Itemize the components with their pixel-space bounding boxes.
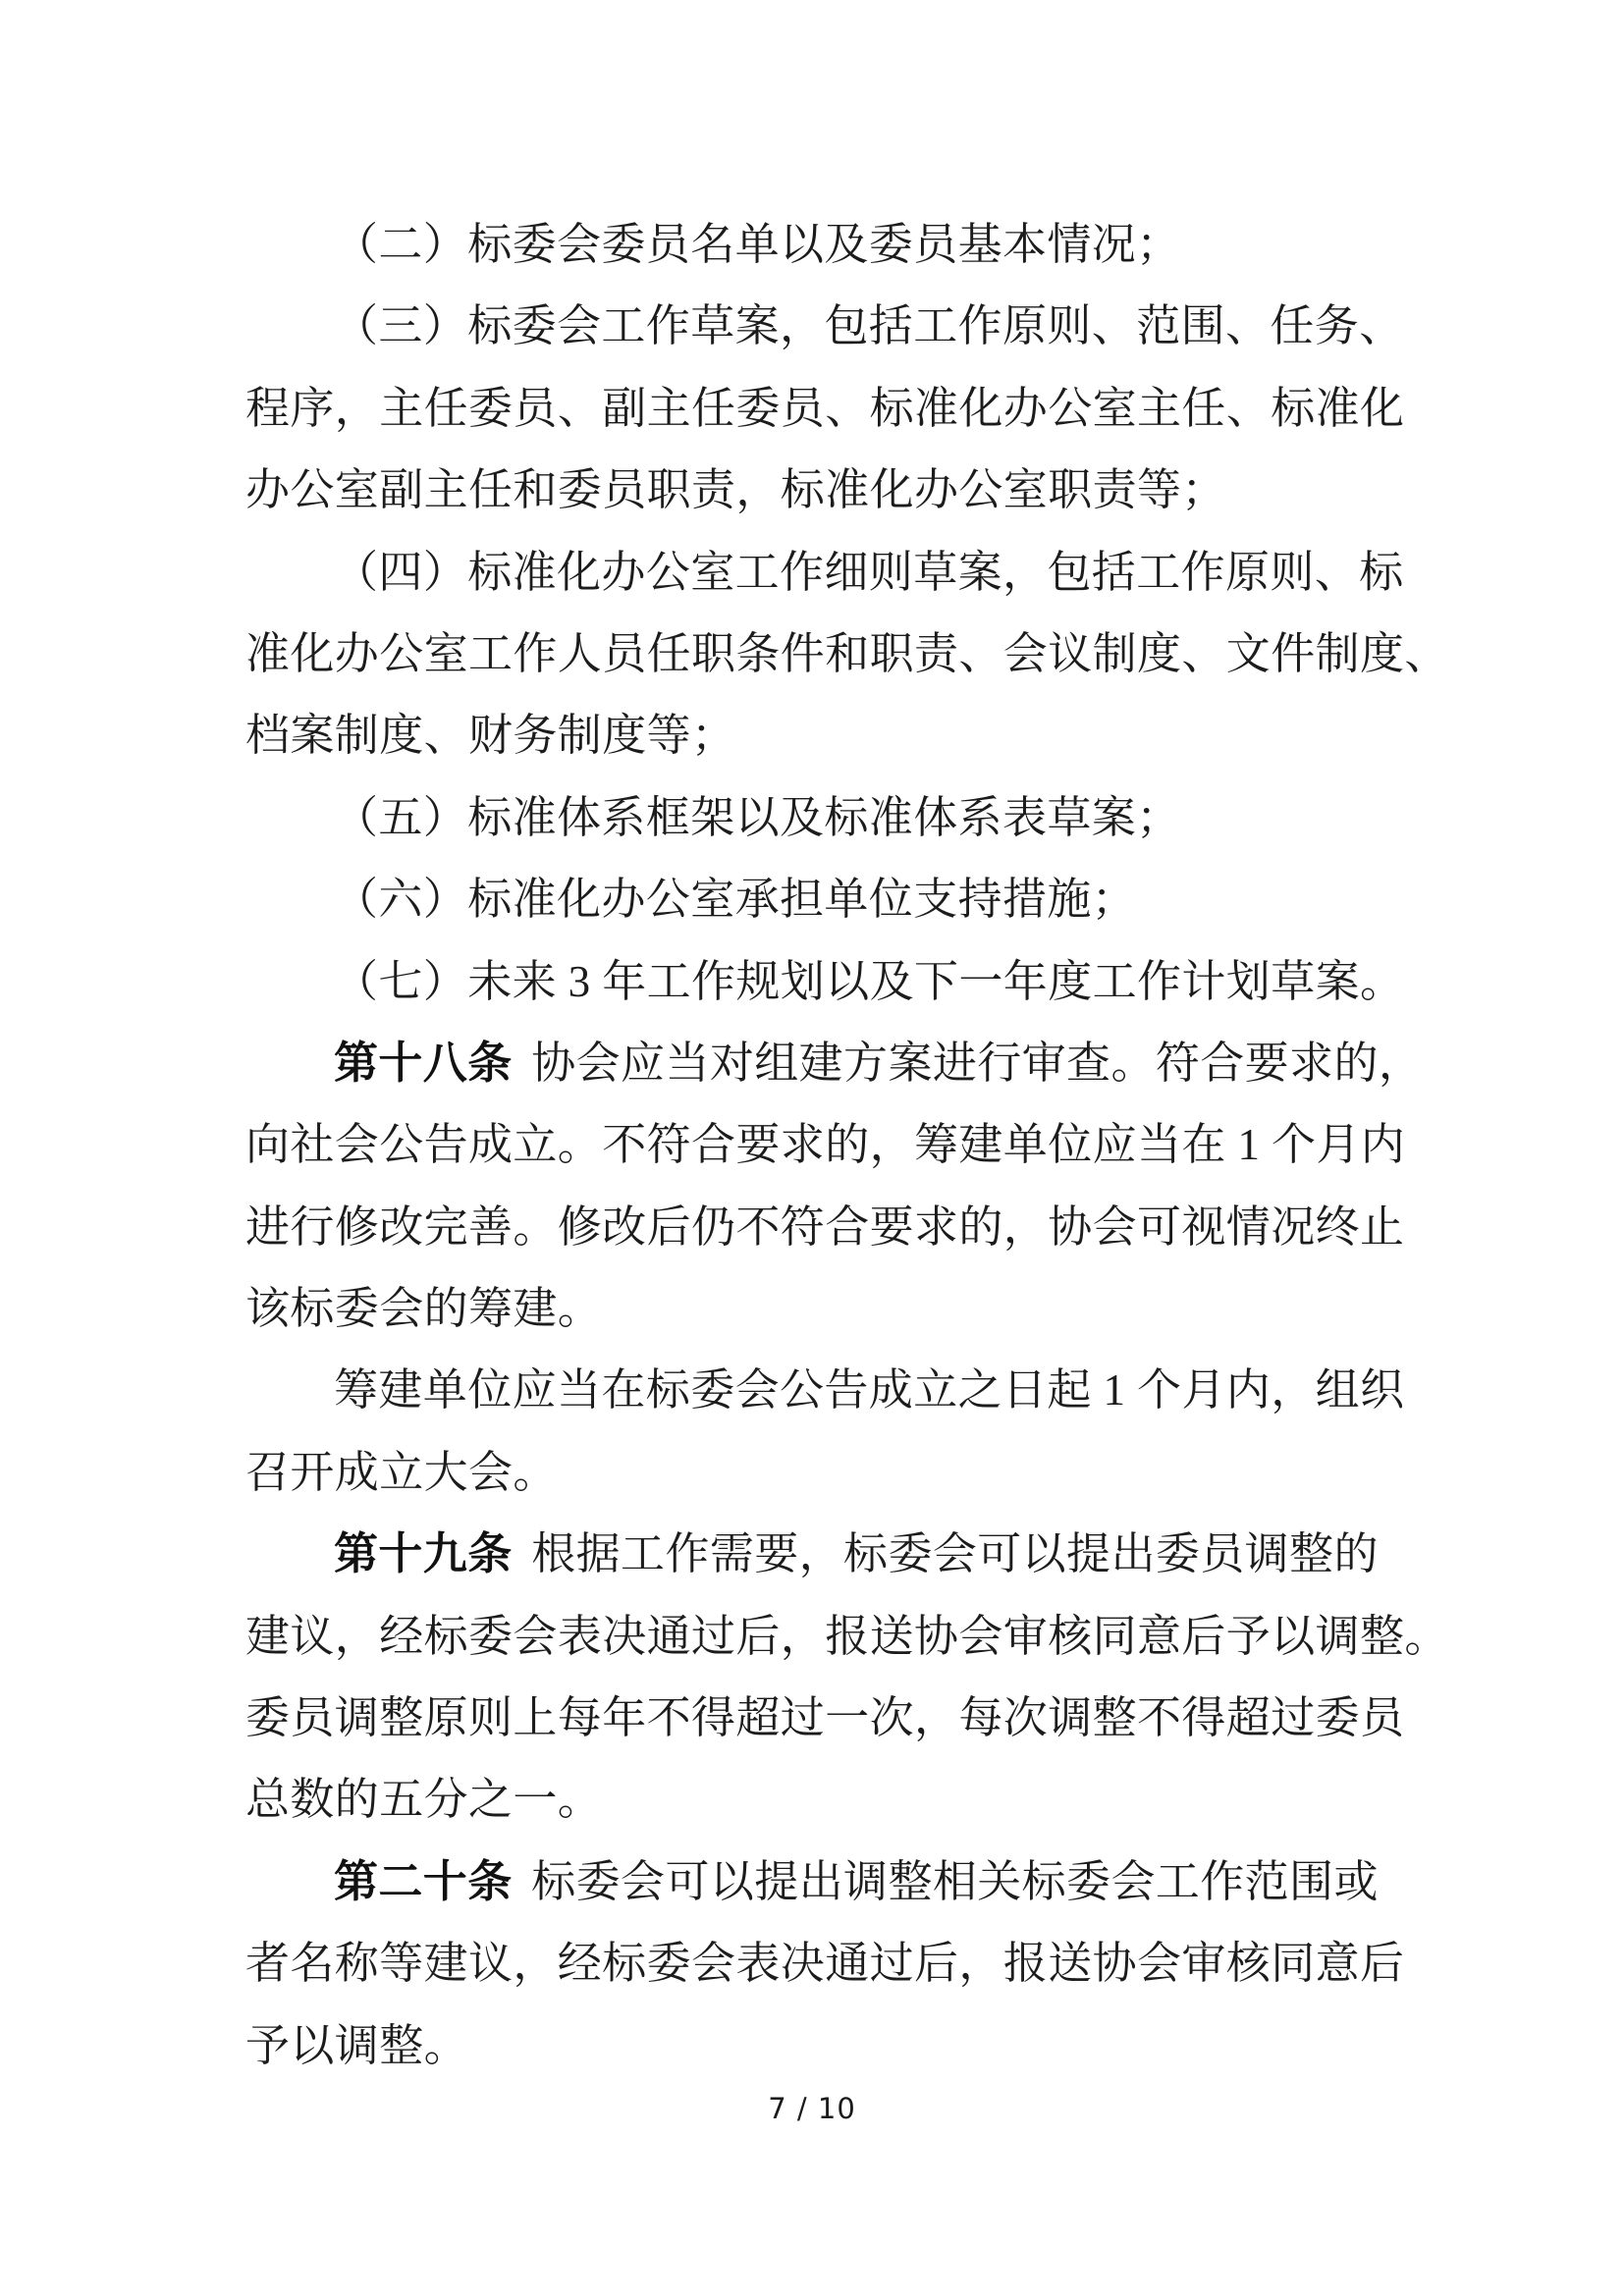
text-line — [245, 532, 1404, 614]
text-line — [245, 1759, 1399, 1841]
text-line — [245, 1842, 1399, 1923]
text-line — [245, 204, 1399, 286]
article-number: 第十九条 — [334, 1529, 513, 1579]
text-segment: （七）未来 3 年工作规划以及下一年度工作计划草案。 — [334, 956, 1405, 1006]
text-line — [245, 1187, 1405, 1268]
text-segment: 程序，主任委员、副主任委员、标准化办公室主任、标准化 — [245, 383, 1405, 433]
text-segment: 办公室副主任和委员职责，标准化办公室职责等； — [245, 465, 1226, 515]
paragraph-item-4 — [245, 532, 1449, 777]
text-line — [245, 1514, 1399, 1595]
document-body — [245, 204, 1449, 2087]
text-line — [245, 450, 1399, 531]
text-segment: （六）标准化办公室承担单位支持措施； — [334, 875, 1137, 925]
text-segment: 建议，经标委会表决通过后，报送协会审核同意后予以调整。 — [245, 1611, 1449, 1661]
text-segment: （四）标准化办公室工作细则草案，包括工作原则、标 — [334, 547, 1404, 597]
text-line — [245, 859, 1399, 940]
text-segment: （二）标委会委员名单以及委员基本情况； — [334, 220, 1181, 269]
paragraph-item-7 — [245, 941, 1405, 1023]
paragraph-item-3 — [245, 286, 1405, 531]
text-segment: （三）标委会工作草案，包括工作原则、范围、任务、 — [334, 301, 1404, 351]
text-line — [245, 1923, 1405, 2004]
paragraph-item-6 — [245, 859, 1399, 940]
text-segment: 该标委会的筹建。 — [245, 1284, 603, 1334]
paragraph-item-2 — [245, 204, 1399, 286]
text-segment: 档案制度、财务制度等； — [245, 711, 736, 761]
paragraph-article-18-para-2 — [245, 1350, 1405, 1514]
text-line — [245, 1268, 1399, 1350]
text-line — [245, 614, 1449, 695]
article-number: 第二十条 — [334, 1856, 513, 1906]
text-line — [245, 1596, 1449, 1678]
article-number: 第十八条 — [334, 1038, 513, 1088]
text-line — [245, 695, 1399, 776]
text-segment: 向社会公告成立。不符合要求的，筹建单位应当在 1 个月内 — [245, 1120, 1406, 1170]
text-line — [245, 1678, 1405, 1759]
paragraph-article-20 — [245, 1842, 1405, 2087]
text-line — [245, 1350, 1405, 1431]
text-segment: 协会应当对组建方案进行审查。符合要求的， — [519, 1038, 1424, 1088]
text-segment: 标委会可以提出调整相关标委会工作范围或 — [519, 1856, 1379, 1906]
text-line — [245, 286, 1404, 367]
text-segment: 者名称等建议，经标委会表决通过后，报送协会审核同意后 — [245, 1939, 1405, 1989]
text-segment: 委员调整原则上每年不得超过一次，每次调整不得超过委员 — [245, 1693, 1405, 1743]
text-line — [245, 1432, 1399, 1514]
page-number: 7 / 10 — [768, 2092, 856, 2125]
text-segment: 筹建单位应当在标委会公告成立之日起 1 个月内，组织 — [334, 1365, 1405, 1415]
paragraph-article-18 — [245, 1023, 1424, 1351]
text-segment: 进行修改完善。修改后仍不符合要求的，协会可视情况终止 — [245, 1201, 1405, 1252]
text-segment: 予以调整。 — [245, 2020, 469, 2070]
text-segment: 召开成立大会。 — [245, 1447, 558, 1497]
paragraph-article-19 — [245, 1514, 1449, 1842]
text-segment: 根据工作需要，标委会可以提出委员调整的 — [519, 1529, 1379, 1579]
text-segment: （五）标准体系框架以及标准体系表草案； — [334, 792, 1181, 842]
text-line — [245, 2005, 1399, 2087]
text-line — [245, 1023, 1424, 1104]
text-segment: 总数的五分之一。 — [245, 1775, 603, 1825]
text-line — [245, 941, 1405, 1023]
text-segment: 准化办公室工作人员任职条件和职责、会议制度、文件制度、 — [245, 628, 1449, 678]
text-line — [245, 777, 1399, 859]
paragraph-item-5 — [245, 777, 1399, 859]
text-line — [245, 368, 1405, 450]
text-line — [245, 1104, 1406, 1186]
